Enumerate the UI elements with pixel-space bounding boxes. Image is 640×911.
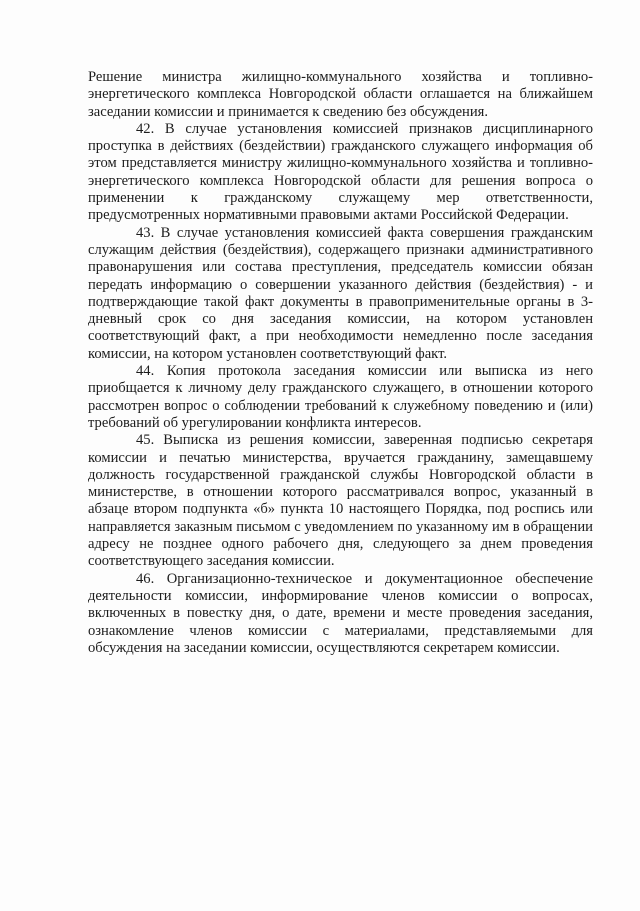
paragraph-42: 42. В случае установления комиссией признаков дисциплинарного проступка в действиях (бездействии) гражданского служащего информация об этом представляется министру жилищно-коммунального хозяйства и топливно-энергетического комплекса Новгородской области для решения вопроса о применении к гражданскому служащему мер ответственности, предусмотренных нормативными правовыми актами Российской Федерации. [88, 120, 593, 224]
document-body [88, 69, 593, 657]
paragraph-45: 45. Выписка из решения комиссии, заверенная подписью секретаря комиссии и печатью министерства, вручается гражданину, замещавшему должность государственной гражданской службы Новгородской области в министерстве, в отношении которого рассматривался вопрос, указанный в абзаце втором подпункта «б» пункта 10 настоящего Порядка, под роспись или направляется заказным письмом с уведомлением по указанному им в обращении адресу не позднее одного рабочего дня, следующего за днем проведения соответствующего заседания комиссии. [88, 432, 593, 570]
paragraph-44: 44. Копия протокола заседания комиссии или выписка из него приобщается к личному делу гражданского служащего, в отношении которого рассмотрен вопрос о соблюдении требований к служебному поведению и (или) требований об урегулировании конфликта интересов. [88, 363, 593, 431]
paragraph-46: 46. Организационно-техническое и документационное обеспечение деятельности комиссии, информирование членов комиссии о вопросах, включенных в повестку дня, о дате, времени и месте проведения заседания, ознакомление членов комиссии с материалами, представляемыми для обсуждения на заседании комиссии, осуществляются секретарем комиссии. [88, 570, 593, 656]
paragraph-43: 43. В случае установления комиссией факта совершения гражданским служащим действия (бездействия), содержащего признаки административного правонарушения или состава преступления, председатель комиссии обязан передать информацию о совершении указанного действия (бездействия) - и подтверждающие такой факт документы в правоприменительные органы в 3-дневный срок со дня заседания комиссии, на котором установлен соответствующий факт, а при необходимости немедленно после заседания комиссии, на котором установлен соответствующий факт. [88, 224, 593, 362]
paragraph-41-continuation: Решение министра жилищно-коммунального хозяйства и топливно-энергетического комплекса Новгородской области оглашается на ближайшем заседании комиссии и принимается к сведению без обсуждения. [88, 69, 593, 120]
